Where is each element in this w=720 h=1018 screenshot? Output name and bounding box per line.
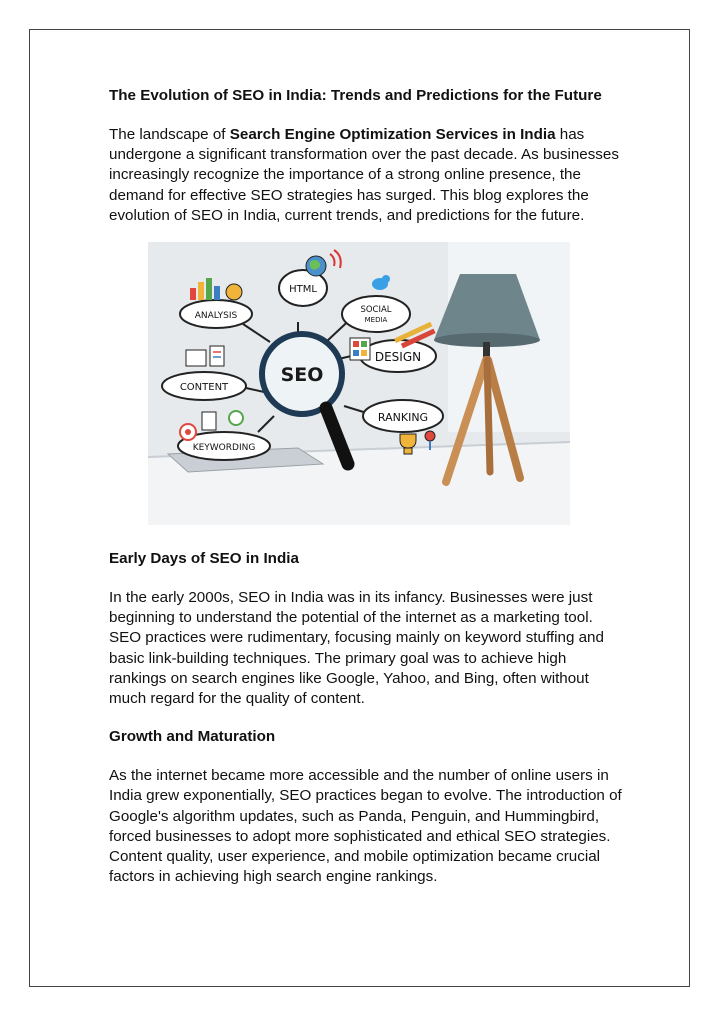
ranking-label: RANKING: [377, 411, 429, 425]
seo-label: SEO: [280, 364, 324, 387]
ranking-bubble: [363, 400, 443, 432]
globe-icon: [306, 256, 326, 276]
intro-bold-phrase: Search Engine Optimization Services in India: [229, 126, 556, 143]
social-label: SOCIAL: [360, 305, 392, 316]
seo-illustration: [148, 242, 570, 525]
section-heading: Growth and Maturation: [109, 728, 276, 746]
analysis-label: ANALYSIS: [194, 311, 238, 322]
html-label: HTML: [289, 284, 317, 296]
section-heading: Early Days of SEO in India: [109, 550, 299, 568]
content-bubble: [162, 372, 246, 400]
analysis-bubble: [180, 300, 252, 328]
document-body: [109, 86, 624, 905]
intro-text-end: has undergone a significant transformation over the past decade. As businesses increasingly recognize the importance of a strong online presence, the demand for effective SEO strategies has surged. This blog explores the evolution of SEO in India, current trends, and predictions for the future.: [109, 126, 619, 224]
document-title: The Evolution of SEO in India: Trends and Predictions for the Future: [109, 87, 602, 104]
media-label: MEDIA: [364, 316, 388, 325]
seo-illustration-drawing: [148, 242, 570, 525]
lamp-leg-back: [487, 360, 490, 472]
keywording-label: KEYWORDING: [192, 443, 256, 454]
section-paragraph: In the early 2000s, SEO in India was in its infancy. Businesses were just beginning to understand the potential of the internet as a marketing tool. SEO practices were rudimentary, focusing mainly on keyword stuffing and basic link-building techniques. The primary goal was to achieve high rankings on search engines like Google, Yahoo, and Bing, often without much regard for the quality of content.: [109, 589, 604, 708]
design-label: DESIGN: [374, 350, 422, 365]
intro-paragraph: [109, 125, 624, 226]
content-label: CONTENT: [179, 382, 229, 394]
social-media-bubble: [342, 296, 410, 332]
intro-text-start: The landscape of: [109, 126, 230, 143]
design-bubble: [360, 340, 436, 372]
color-palette-icon: [350, 338, 370, 360]
section-paragraph: As the internet became more accessible and the number of online users in India grew exponentially, SEO practices began to evolve. The introduction of Google's algorithm updates, such as Panda, Penguin, and Hummingbird, forced businesses to adopt more sophisticated and ethical SEO strategies. Content quality, user experience, and mobile optimization became crucial factors in achieving high search engine rankings.: [109, 767, 622, 886]
